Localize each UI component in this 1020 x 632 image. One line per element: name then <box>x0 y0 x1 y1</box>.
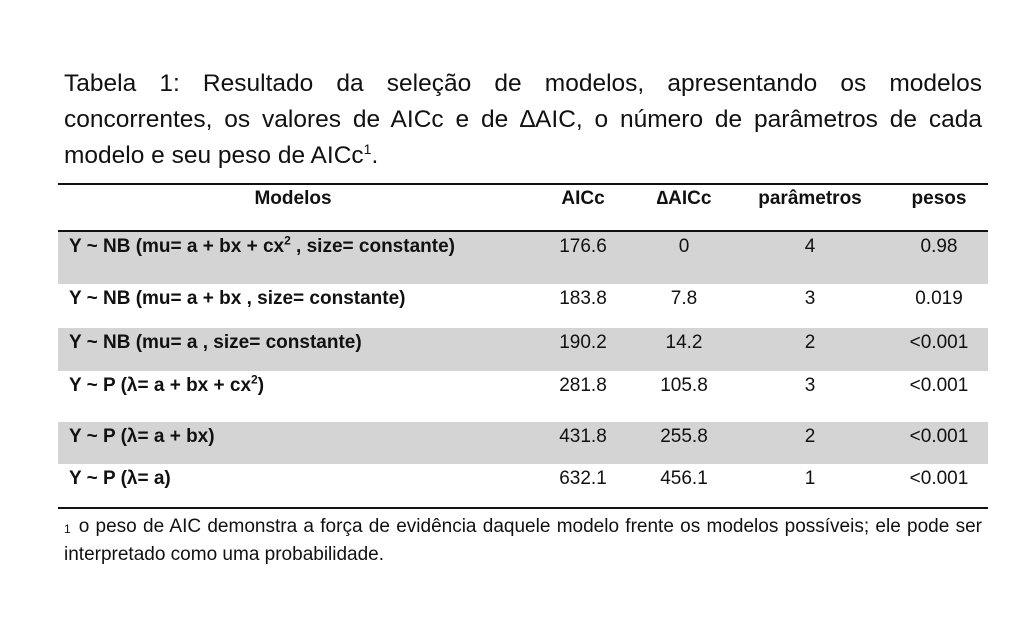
caption-footnote-ref: 1 <box>363 140 372 157</box>
footnote-mark: 1 <box>64 522 71 536</box>
aicc-cell: 281.8 <box>559 375 607 396</box>
parameters-cell: 2 <box>730 328 890 371</box>
weights-cell: <0.001 <box>909 468 969 489</box>
delta-aicc-cell: 105.8 <box>660 375 708 396</box>
model-cell <box>58 371 528 422</box>
model-name: Y ~ NB (mu= a + bx + cx <box>69 236 285 257</box>
delta-aicc-cell: 255.8 <box>638 422 730 464</box>
parameters-cell: 3 <box>804 288 816 309</box>
parameters-cell: 2 <box>730 422 890 464</box>
delta-aicc-cell: 0 <box>638 231 730 284</box>
model-cell: Y ~ P (λ= a + bx) <box>58 422 528 464</box>
table-row <box>58 328 988 371</box>
table-header-row <box>58 184 988 231</box>
parameters-cell: 4 <box>730 231 890 284</box>
caption-text: Tabela 1: Resultado da seleção de modelos, apresentando os modelos concorrentes, os valores de AICc e de ∆AIC, o número de parâmetros de cada modelo e seu peso de AICc <box>64 70 982 169</box>
aicc-cell: 632.1 <box>559 468 607 489</box>
model-name-tail: ) <box>257 375 265 396</box>
aicc-cell: 183.8 <box>559 288 607 309</box>
delta-aicc-cell: 7.8 <box>670 288 698 309</box>
header-models: Modelos <box>254 188 332 209</box>
model-selection-table <box>58 183 988 509</box>
footnote-text: o peso de AIC demonstra a força de evidência daquele modelo frente os modelos possíveis; ele pode ser interpretado como uma probabilidade. <box>64 516 982 565</box>
weights-cell: <0.001 <box>890 422 988 464</box>
model-cell <box>58 231 528 284</box>
aicc-cell: 176.6 <box>528 231 638 284</box>
table-row <box>58 371 988 422</box>
table-caption <box>64 66 982 174</box>
header-weights: pesos <box>911 188 967 209</box>
weights-cell: <0.001 <box>909 375 969 396</box>
header-delta-aicc: ∆AICc <box>656 188 712 209</box>
parameters-cell: 1 <box>804 468 816 489</box>
model-name: Y ~ P (λ= a + bx + cx <box>69 375 252 396</box>
model-exponent: 2 <box>284 233 291 248</box>
table-row <box>58 284 988 328</box>
delta-aicc-cell: 14.2 <box>638 328 730 371</box>
aicc-cell: 190.2 <box>528 328 638 371</box>
model-exponent: 2 <box>251 372 258 387</box>
weights-cell: 0.98 <box>890 231 988 284</box>
table-footnote <box>64 513 982 569</box>
parameters-cell: 3 <box>804 375 816 396</box>
model-name-tail: , size= constante) <box>290 236 455 257</box>
header-parameters: parâmetros <box>758 188 862 209</box>
table-row <box>58 231 988 284</box>
weights-cell: 0.019 <box>915 288 963 309</box>
delta-aicc-cell: 456.1 <box>660 468 708 489</box>
weights-cell: <0.001 <box>890 328 988 371</box>
aicc-cell: 431.8 <box>528 422 638 464</box>
table-row <box>58 464 988 508</box>
model-cell: Y ~ NB (mu= a , size= constante) <box>58 328 528 371</box>
model-cell: Y ~ P (λ= a) <box>69 468 171 489</box>
header-aicc: AICc <box>561 188 605 209</box>
table-row <box>58 422 988 464</box>
caption-end: . <box>371 142 379 169</box>
model-cell: Y ~ NB (mu= a + bx , size= constante) <box>69 288 406 309</box>
